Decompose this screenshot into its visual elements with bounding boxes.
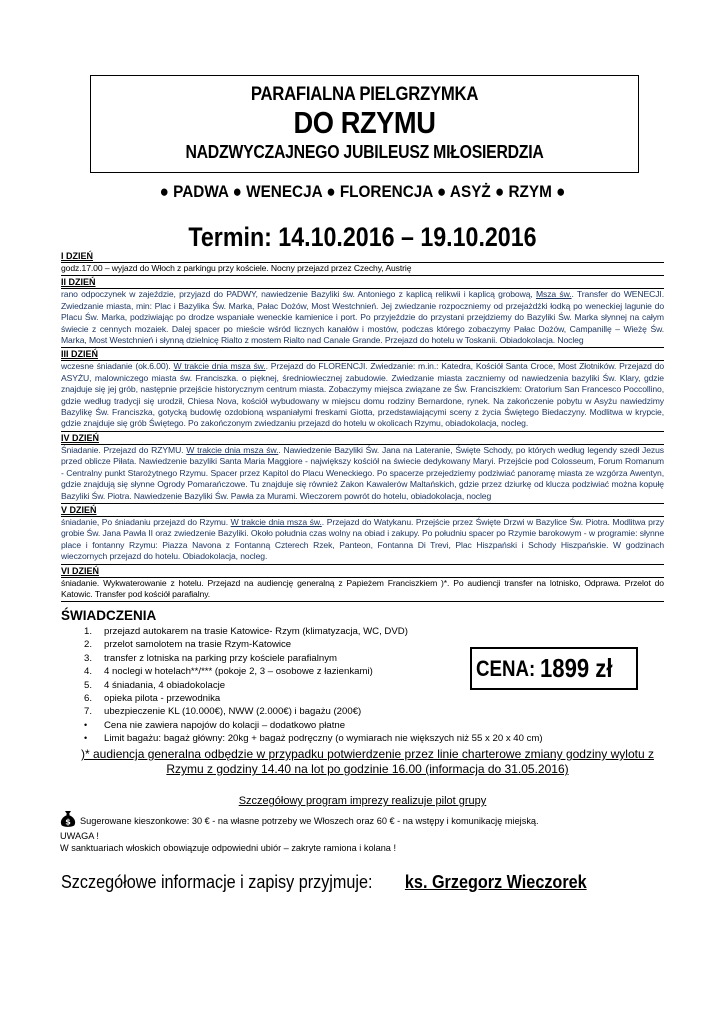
services-item-text: opieka pilota - przewodnika: [104, 693, 221, 705]
money-bag-icon: [60, 810, 76, 828]
services-item-text: Limit bagażu: bagaż główny: 20kg + bagaż podręczny (o wymiarach nie większych niż 55 x 20 x 40 cm): [104, 733, 543, 745]
program-note: Szczegółowy program imprezy realizuje pilot grupy: [238, 795, 487, 807]
price-value: 1899 zł: [539, 653, 613, 683]
day-title: IV DZIEŃ: [61, 432, 664, 445]
day-text-part: . Nawiedzenie Bazyliki Św. Jana na Lateranie, Święte Schody, po których według legendy szedł Jezus przed oblicze Piłata. Nawiedzenie bazyliki Santa Maria Maggiore - największy kościół na świecie dedykowany Maryi. Przejście pod Colosseum, Forum Romanum - Centralny punkt Starożytnego Rzymu. Spacer przez Kapitol do Placu Weneckiego. Po spacerze przejedziemy podziwiać panoramę miasta ze wzgórza Awentyn, gdzie znajdują się słynne Ogrody Pomarańczowe. Tu znajduje się również Zakon Kawalerów Maltańskich, gdzie przez dziurkę od klucza podziwiać można kopułę Bazyliki Św. Piotra. Nawiedzenie Bazyliki Św. Pawła za Murami. Wieczorem powrót do hotelu, obiadokolacja, nocleg: [61, 444, 664, 501]
warning-title: UWAGA !: [60, 831, 99, 841]
itinerary: [61, 250, 664, 602]
services-item: [84, 692, 644, 705]
pocket-money-section: [60, 812, 660, 854]
cities-line: ● PADWA ● WENECJA ● FLORENCJA ● ASYŻ ● RZYM ●: [159, 182, 566, 201]
contact-name: ks. Grzegorz Wieczorek: [404, 872, 587, 892]
day-text: [61, 289, 664, 348]
mass-note: W trakcie dnia msza św.: [186, 444, 279, 455]
services-item-text: 4 noclegi w hotelach**/*** (pokoje 2, 3 – osobowe z łazienkami): [104, 666, 373, 678]
day-text: [61, 517, 664, 565]
day-title: II DZIEŃ: [61, 276, 664, 289]
services-item-marker: 2.: [84, 639, 93, 651]
term-line: Termin: 14.10.2016 – 19.10.2016: [188, 222, 537, 252]
contact-label: Szczegółowe informacje i zapisy przyjmuje:: [61, 872, 373, 892]
services-item-text: 4 śniadania, 4 obiadokolacje: [104, 679, 226, 691]
price-box: [470, 647, 638, 690]
services-item-marker: 4.: [84, 666, 93, 678]
day-text-part: śniadanie, Po śniadaniu przejazd do Rzymu.: [61, 516, 231, 527]
services-item-text: przejazd autokarem na trasie Katowice- Rzym (klimatyzacja, WC, DVD): [104, 626, 408, 637]
day-text: [61, 445, 664, 504]
day-text-part: . Przejazd do Watykanu. Przejście przez Święte Drzwi w Bazylice Św. Piotra. Modlitwa przy grobie Św. Jana Pawła II oraz zwiedzenie Bazyliki. Około południa czas wolny na obiad i zakupy. Po południu spacer po Rzymie barokowym - w programie: słynne place i fontanny Rzymu: Piazza Navona z Fontanną Czterech Rzek, Panteon, Fontanna Di Trevi, Plac Hiszpański i Schody Hiszpańskie. W godzinach wieczornych przejazd do hotelu. Obiadokolacja, nocleg.: [61, 516, 664, 562]
mass-note: Msza św.: [535, 289, 572, 300]
header-line-3: NADZWYCZAJNEGO JUBILEUSZ MIŁOSIERDZIA: [185, 142, 544, 162]
header-line-2: DO RZYMU: [293, 105, 436, 140]
day-text-part: rano odpoczynek w zajeździe, przyjazd do PADWY, nawiedzenie Bazyliki św. Antoniego z kaplicą relikwii i kaplicą grobową,: [61, 289, 536, 300]
mass-note: W trakcie dnia msza św.: [230, 516, 322, 527]
services-item-marker: 1.: [84, 626, 93, 637]
services-item-text: Cena nie zawiera napojów do kolacji – dodatkowo płatne: [104, 719, 346, 731]
warning-text: W sanktuariach włoskich obowiązuje odpowiedni ubiór – zakryte ramiona i kolana !: [60, 843, 397, 853]
svg-text:$: $: [65, 817, 71, 827]
mass-note: W trakcie dnia msza św.: [173, 361, 266, 372]
day-text-part: wczesne śniadanie (ok.6.00).: [61, 361, 174, 372]
services-item: [84, 705, 644, 718]
header-line-1: PARAFIALNA PIELGRZYMKA: [250, 84, 479, 105]
services-item-marker: 5.: [84, 679, 93, 691]
services-item-text: przelot samolotem na trasie Rzym-Katowice: [104, 639, 292, 651]
audience-notice: )* audiencja generalna odbędzie w przypadku potwierdzenie przez linie charterowe zmiany godziny wylotu z Rzymu z godziny 14.40 na lot po godzinie 16.00 (informacja do 31.05.2016): [81, 747, 654, 776]
services-item-marker: 3.: [84, 652, 93, 664]
pocket-money-text: Sugerowane kieszonkowe: 30 € - na własne potrzeby we Włoszech oraz 60 € - na wstępy i komunikację miejską.: [80, 816, 539, 826]
day-title: VI DZIEŃ: [61, 565, 664, 578]
services-item-marker: 7.: [84, 706, 93, 718]
contact-line: [61, 872, 601, 893]
day-text: [61, 361, 664, 431]
services-title: ŚWIADCZENIA: [61, 608, 157, 623]
day-text-part: . Transfer do WENECJI. Zwiedzanie miasta, min: Plac i Bazylika Św. Marka, Pałac Dożów, Most Westchnień. Jej zwiedzanie rozpoczniemy od przejażdżki łodką po weneckiej lagunie do Placu Św. Marka, podziwiając po drodze wspaniałe weneckie kamienice i port. Po przyjeździe do przystani przejdziemy do Bazyliki Św. Marka słynnej na całym świecie z cennych mozaiek. Dalej spacer po mieście wśród licznych kanałów i mostów, podczas którego zobaczymy Pałac Dożów, Campanillę – Wieżę Św. Marka, Most Westchnień i słynną dzielnicę Rialto z mostem Rialto nad Canale Grande. Przejazd do hotelu w Toskanii. Obiadokolacja. Nocleg: [61, 289, 664, 346]
services-item-text: transfer z lotniska na parking przy kościele parafialnym: [104, 652, 338, 664]
services-item-text: ubezpieczenie KL (10.000€), NWW (2.000€) i bagażu (200€): [104, 706, 362, 718]
services-item-marker: •: [84, 719, 88, 730]
services-item-marker: •: [84, 733, 88, 744]
day-text-part: . Przejazd do FLORENCJI. Zwiedzanie: m.in.: Katedra, Kościół Santa Croce, Most Złotników. Przejazd do ASYŻU, malowniczego miasta św. Franciszka. o pięknej, średniowiecznej zabudowie. Zwiedzanie miasta zaczniemy od nawiedzenia bazyliki Św. Klary, gdzie znajduje się jej grób, następnie przejście historycznym centrum miasta. Zobaczymy miejsca związane ze Św. Franciszkiem: Oratorium San Francesco Poccollino, gdzie według tradycji się urodził, Chiesa Nova, kościół wybudowany w miejscu domu rodziny Bernardone, rynek. Na zakończenie pobytu w Asyżu nawiedzimy Bazylikę Św. Franciszka, gotycką budowlę ozdobioną wspaniałymi freskami Giotta, przedstawiającymi sceny z życia Świętego Biedaczyny. Modlitwa w krypcie, gdzie znajduje się grób Świętego. Po zakończonym zwiedzaniu przejazd do hotelu w okolicach Rzymu, obiadokolacja, nocleg.: [61, 361, 665, 429]
header-box: [90, 75, 639, 173]
day-text-part: Śniadanie. Przejazd do RZYMU.: [61, 444, 187, 455]
services-item: [84, 719, 644, 732]
day-title: I DZIEŃ: [61, 250, 664, 263]
day-text: godz.17.00 – wyjazd do Włoch z parkingu przy kościele. Nocny przejazd przez Czechy, Austrię: [61, 263, 664, 276]
price-label: CENA:: [476, 655, 536, 681]
day-title: III DZIEŃ: [61, 348, 664, 361]
services-item: [84, 625, 644, 638]
services-item: [84, 732, 644, 745]
day-title: V DZIEŃ: [61, 504, 664, 517]
services-item-marker: 6.: [84, 693, 93, 705]
day-text: śniadanie. Wykwaterowanie z hotelu. Przejazd na audiencję generalną z Papieżem Franciszkiem )*. Po audiencji transfer na lotnisko, Odprawa. Przelot do Katowic. Transfer pod kościół parafialny.: [61, 578, 664, 603]
